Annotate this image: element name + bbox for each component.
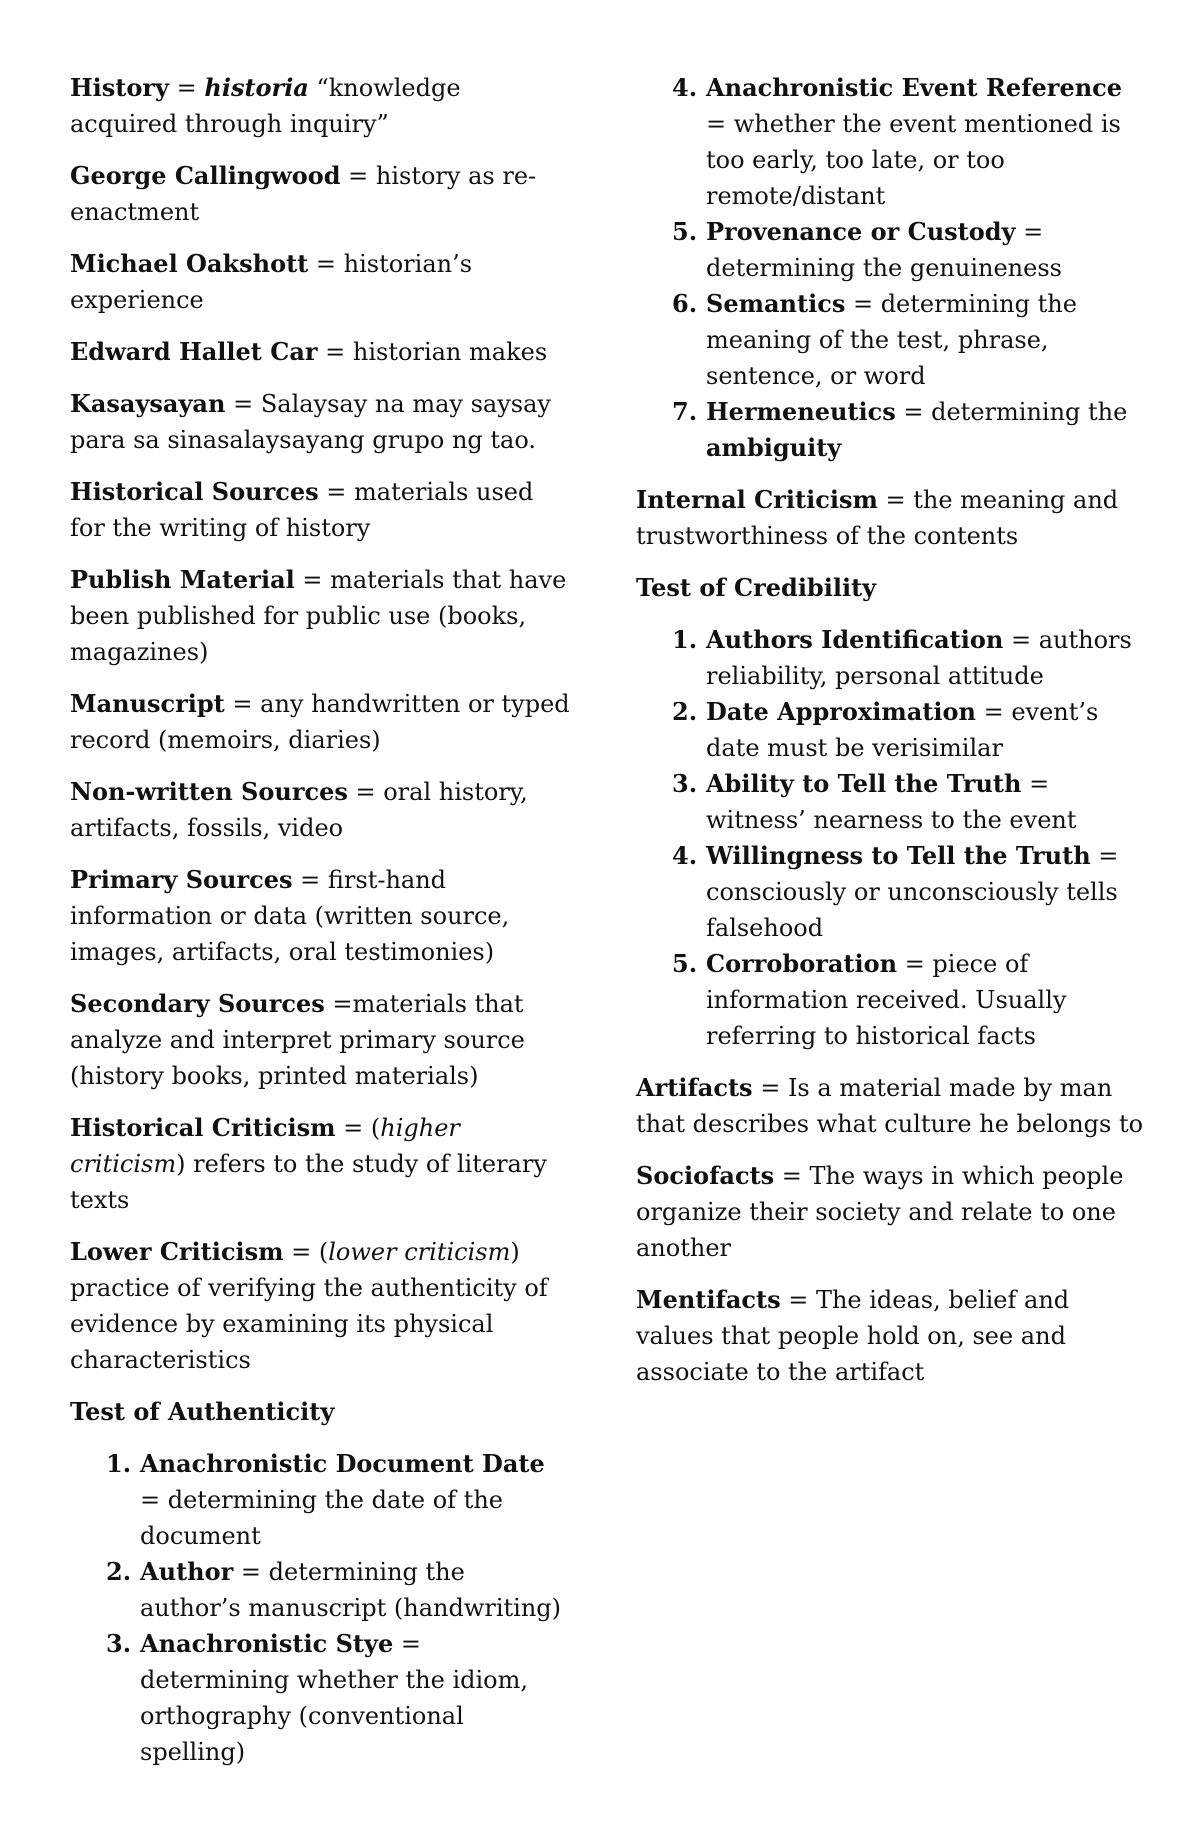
list-item: [636, 766, 1146, 838]
term: George Callingwood: [70, 161, 341, 190]
authenticity-list-continued: [636, 70, 1146, 466]
term: Semantics: [706, 289, 846, 318]
definition-car: [70, 334, 570, 370]
term-ambiguity: ambiguity: [706, 433, 842, 462]
definition-kasaysayan: [70, 386, 570, 458]
list-number: 1.: [106, 1449, 132, 1478]
separator: =: [225, 390, 261, 418]
term: Secondary Sources: [70, 989, 325, 1018]
term: Manuscript: [70, 689, 225, 718]
list-item: [636, 70, 1146, 214]
list-number: 3.: [672, 769, 698, 798]
definition-text: = determining the: [895, 398, 1128, 426]
term-emphasis: historia: [204, 73, 309, 102]
term: Sociofacts: [636, 1161, 775, 1190]
term-italic: lower criticism: [328, 1238, 511, 1266]
separator: =: [324, 990, 353, 1018]
list-item: [636, 214, 1146, 286]
list-number: 3.: [106, 1629, 132, 1658]
list-item: [70, 1446, 570, 1554]
term: Anachronistic Document Date: [140, 1449, 545, 1478]
definition-text: = whether the event mentioned is too early, too late, or too remote/distant: [706, 110, 1121, 210]
term: Date Approximation: [706, 697, 976, 726]
definition-text: any handwritten or typed record (memoirs, diaries): [70, 690, 570, 754]
right-column: [636, 70, 1146, 1406]
term: Historical Criticism: [70, 1113, 336, 1142]
list-item: [636, 286, 1146, 394]
list-number: 6.: [672, 289, 698, 318]
term: Historical Sources: [70, 477, 319, 506]
definition-manuscript: [70, 686, 570, 758]
definition-text: materials used for the writing of history: [70, 478, 534, 542]
list-number: 4.: [672, 73, 698, 102]
definition-text: = consciously or unconsciously tells falsehood: [706, 842, 1119, 942]
definition-text: Is a material made by man that describes what culture he belongs to: [636, 1074, 1144, 1138]
definition-oakshott: [70, 246, 570, 318]
section-title-authenticity: Test of Authenticity: [70, 1397, 335, 1426]
definition-text: history as re-enactment: [70, 162, 537, 226]
definition-historical-criticism: [70, 1110, 570, 1218]
definition-lower-criticism: [70, 1234, 570, 1378]
term: Lower Criticism: [70, 1237, 284, 1266]
definition-text: = determining the genuineness: [706, 218, 1062, 282]
separator: =: [877, 486, 914, 514]
separator: =: [317, 338, 353, 366]
definition-text: materials that analyze and interpret primary source (history books, printed materials): [70, 990, 525, 1090]
definition-text: = event’s date must be verisimilar: [706, 698, 1099, 762]
separator: =: [752, 1074, 788, 1102]
section-title-credibility: Test of Credibility: [636, 573, 877, 602]
definition-text: “knowledge acquired through inquiry”: [70, 74, 461, 138]
separator: =: [169, 74, 205, 102]
definition-text: = witness’ nearness to the event: [706, 770, 1077, 834]
separator: =: [780, 1286, 816, 1314]
list-item: [70, 1554, 570, 1626]
definition-primary-sources: [70, 862, 570, 970]
definition-callingwood: [70, 158, 570, 230]
term: Artifacts: [636, 1073, 753, 1102]
definition-text: historian makes: [352, 338, 548, 366]
list-number: 5.: [672, 217, 698, 246]
list-item: [636, 694, 1146, 766]
definition-text: materials that have been published for public use (books, magazines): [70, 566, 567, 666]
term: Primary Sources: [70, 865, 293, 894]
term: Author: [140, 1557, 234, 1586]
term: Willingness to Tell the Truth: [706, 841, 1091, 870]
list-item: [636, 622, 1146, 694]
definition-text: = determining the date of the document: [140, 1486, 503, 1550]
list-item: [70, 1626, 570, 1770]
separator: = (: [335, 1114, 381, 1142]
separator: =: [340, 162, 376, 190]
definition-text: = piece of information received. Usually referring to historical facts: [706, 950, 1067, 1050]
term: History: [70, 73, 169, 102]
definition-text: = determining whether the idiom, orthography (conventional spelling): [140, 1630, 528, 1766]
authenticity-list: [70, 1446, 570, 1770]
left-column: [70, 70, 570, 1786]
separator: =: [308, 250, 344, 278]
list-item: [636, 838, 1146, 946]
list-number: 2.: [672, 697, 698, 726]
separator: =: [318, 478, 354, 506]
list-number: 5.: [672, 949, 698, 978]
definition-historical-sources: [70, 474, 570, 546]
term: Authors Identification: [706, 625, 1004, 654]
term: Anachronistic Stye: [140, 1629, 394, 1658]
term: Edward Hallet Car: [70, 337, 318, 366]
separator: =: [292, 866, 328, 894]
definition-text: the meaning and trustworthiness of the contents: [636, 486, 1119, 550]
definition-text: Salaysay na may saysay para sa sinasalaysayang grupo ng tao.: [70, 390, 551, 454]
term: Non-written Sources: [70, 777, 348, 806]
definition-sociofacts: [636, 1158, 1146, 1266]
definition-text: The ways in which people organize their society and relate to one another: [636, 1162, 1124, 1262]
separator: =: [774, 1162, 810, 1190]
separator: = (: [283, 1238, 329, 1266]
definition-text: historian’s experience: [70, 250, 473, 314]
term: Kasaysayan: [70, 389, 226, 418]
definition-text: = determining the meaning of the test, phrase, sentence, or word: [706, 290, 1077, 390]
list-number: 4.: [672, 841, 698, 870]
list-number: 2.: [106, 1557, 132, 1586]
definition-text: The ideas, belief and values that people hold on, see and associate to the artifact: [636, 1286, 1070, 1386]
term: Provenance or Custody: [706, 217, 1016, 246]
term: Ability to Tell the Truth: [706, 769, 1022, 798]
definition-history: [70, 70, 570, 142]
separator: =: [347, 778, 384, 806]
separator: =: [294, 566, 331, 594]
credibility-list: [636, 622, 1146, 1054]
definition-publish-material: [70, 562, 570, 670]
separator: =: [224, 690, 261, 718]
definition-text: ) refers to the study of literary texts: [70, 1150, 547, 1214]
term: Anachronistic Event Reference: [706, 73, 1123, 102]
definition-secondary-sources: [70, 986, 570, 1094]
term: Internal Criticism: [636, 485, 878, 514]
list-number: 7.: [672, 397, 698, 426]
definition-text: first-hand information or data (written source, images, artifacts, oral testimonies): [70, 866, 510, 966]
definition-text: oral history, artifacts, fossils, video: [70, 778, 528, 842]
list-item: [636, 394, 1146, 466]
term: Mentifacts: [636, 1285, 781, 1314]
term-italic: higher criticism: [70, 1114, 460, 1178]
term: Publish Material: [70, 565, 295, 594]
term: Michael Oakshott: [70, 249, 309, 278]
list-item: [636, 946, 1146, 1054]
term: Corroboration: [706, 949, 898, 978]
definition-internal-criticism: [636, 482, 1146, 554]
definition-text: = determining the author’s manuscript (handwriting): [140, 1558, 562, 1622]
list-number: 1.: [672, 625, 698, 654]
definition-text: = authors reliability, personal attitude: [706, 626, 1132, 690]
term: Hermeneutics: [706, 397, 896, 426]
definition-text: ) practice of verifying the authenticity of evidence by examining its physical characteristics: [70, 1238, 548, 1374]
definition-mentifacts: [636, 1282, 1146, 1390]
definition-non-written-sources: [70, 774, 570, 846]
definition-artifacts: [636, 1070, 1146, 1142]
